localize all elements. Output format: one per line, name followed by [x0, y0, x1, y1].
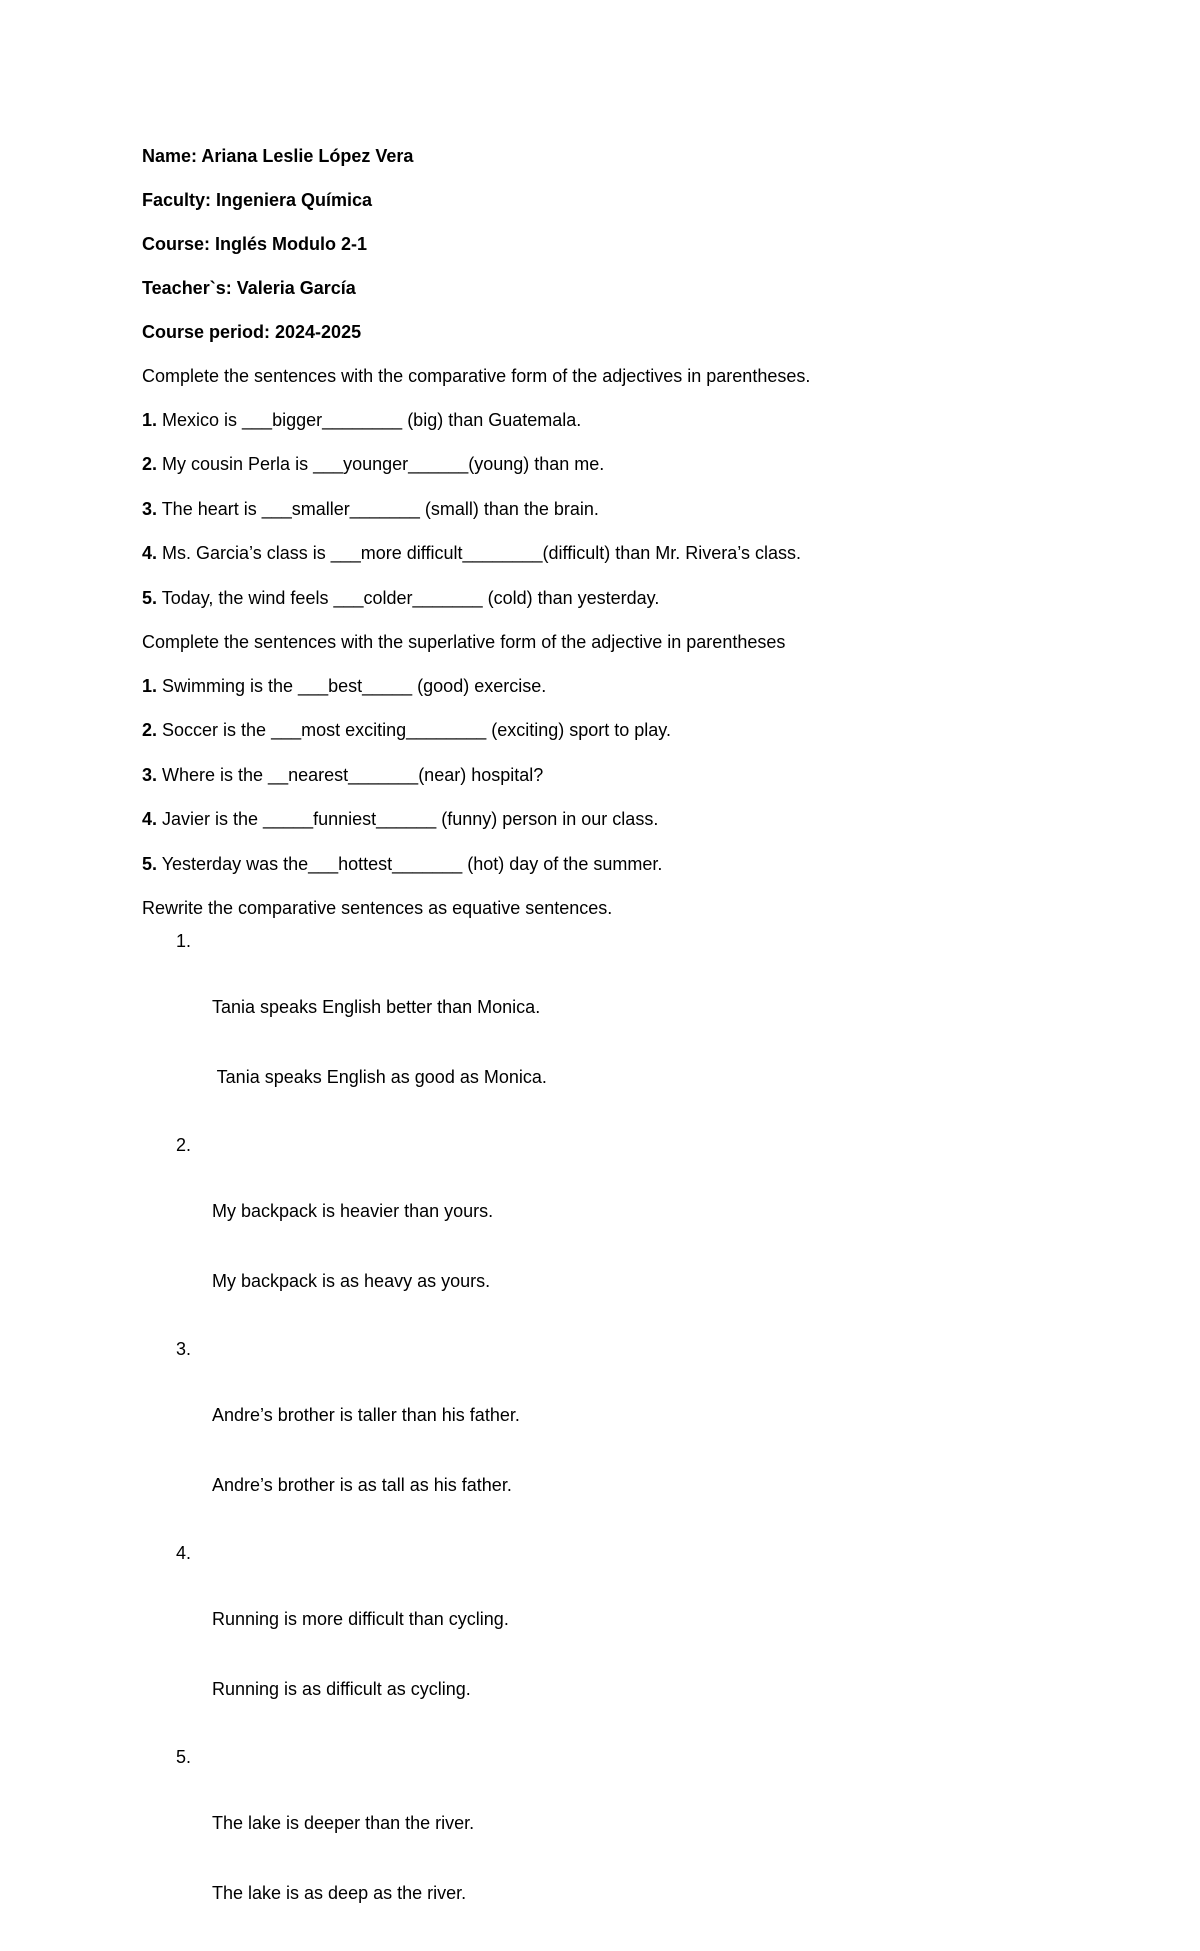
equative-instruction: Rewrite the comparative sentences as equative sentences. — [142, 897, 613, 918]
equative-item — [142, 931, 1062, 1135]
item-text: The heart is ___smaller_______ (small) than the brain. — [157, 498, 599, 519]
course-line: Course: Inglés Modulo 2-1 — [142, 234, 368, 254]
original-sentence: The lake is deeper than the river. — [212, 1812, 475, 1833]
item-text: Where is the __nearest_______(near) hospital? — [157, 764, 544, 785]
superlative-item — [142, 673, 1062, 717]
faculty-line: Faculty: Ingeniera Química — [142, 190, 373, 210]
header-block — [142, 143, 1062, 363]
item-number: 1. — [142, 675, 158, 696]
comparative-item — [142, 407, 1062, 451]
comparative-item — [142, 496, 1062, 540]
comparative-section — [142, 363, 1062, 629]
comparative-item — [142, 540, 1062, 584]
comparative-item — [142, 451, 1062, 495]
item-number: 2. — [142, 454, 158, 475]
equative-section — [142, 895, 1062, 1951]
item-number: 3. — [142, 498, 158, 519]
original-sentence: Andre’s brother is taller than his father. — [212, 1404, 520, 1425]
item-number: 3. — [176, 1338, 192, 1359]
equative-item — [142, 1747, 1062, 1951]
answer-sentence: My backpack is as heavy as yours. — [212, 1271, 491, 1292]
original-sentence: Tania speaks English better than Monica. — [212, 996, 541, 1017]
item-number: 2. — [176, 1134, 192, 1155]
answer-sentence: Running is as difficult as cycling. — [212, 1679, 471, 1700]
item-number: 1. — [176, 930, 192, 951]
original-sentence: Running is more difficult than cycling. — [212, 1608, 509, 1629]
item-text: Soccer is the ___most exciting________ (exciting) sport to play. — [157, 720, 671, 741]
item-number: 2. — [142, 720, 158, 741]
item-number: 1. — [142, 410, 158, 430]
item-text: My cousin Perla is ___younger______(young) than me. — [157, 454, 605, 475]
comparative-instruction: Complete the sentences with the comparative form of the adjectives in parentheses. — [142, 366, 811, 386]
superlative-section — [142, 629, 1062, 895]
superlative-item — [142, 717, 1062, 761]
superlative-instruction: Complete the sentences with the superlative form of the adjective in parentheses — [142, 631, 786, 652]
item-number: 5. — [142, 587, 158, 608]
answer-sentence: Tania speaks English as good as Monica. — [212, 1067, 547, 1088]
equative-item — [142, 1543, 1062, 1747]
answer-sentence: Andre’s brother is as tall as his father. — [212, 1475, 512, 1496]
equative-list — [142, 931, 1062, 1951]
course-period-line: Course period: 2024-2025 — [142, 322, 362, 342]
item-number: 5. — [176, 1746, 192, 1767]
item-number: 4. — [142, 543, 158, 564]
item-text: Swimming is the ___best_____ (good) exercise. — [157, 675, 547, 696]
item-number: 4. — [176, 1542, 192, 1563]
item-number: 5. — [142, 853, 158, 874]
item-text: Yesterday was the___hottest_______ (hot) day of the summer. — [157, 853, 663, 874]
answer-sentence: The lake is as deep as the river. — [212, 1883, 467, 1904]
comparative-item — [142, 585, 1062, 629]
item-number: 3. — [142, 764, 158, 785]
teacher-line: Teacher`s: Valeria García — [142, 278, 356, 298]
item-number: 4. — [142, 809, 158, 830]
item-text: Javier is the _____funniest______ (funny) person in our class. — [157, 809, 659, 830]
worksheet-document — [142, 143, 1062, 1951]
item-text: Ms. Garcia’s class is ___more difficult________(difficult) than Mr. Rivera’s class. — [157, 543, 801, 564]
superlative-item — [142, 762, 1062, 806]
equative-item — [142, 1339, 1062, 1543]
original-sentence: My backpack is heavier than yours. — [212, 1200, 494, 1221]
equative-item — [142, 1135, 1062, 1339]
superlative-item — [142, 851, 1062, 895]
item-text: Today, the wind feels ___colder_______ (cold) than yesterday. — [157, 587, 660, 608]
superlative-item — [142, 806, 1062, 850]
item-text: Mexico is ___bigger________ (big) than Guatemala. — [157, 410, 582, 430]
student-name: Name: Ariana Leslie López Vera — [142, 146, 414, 166]
